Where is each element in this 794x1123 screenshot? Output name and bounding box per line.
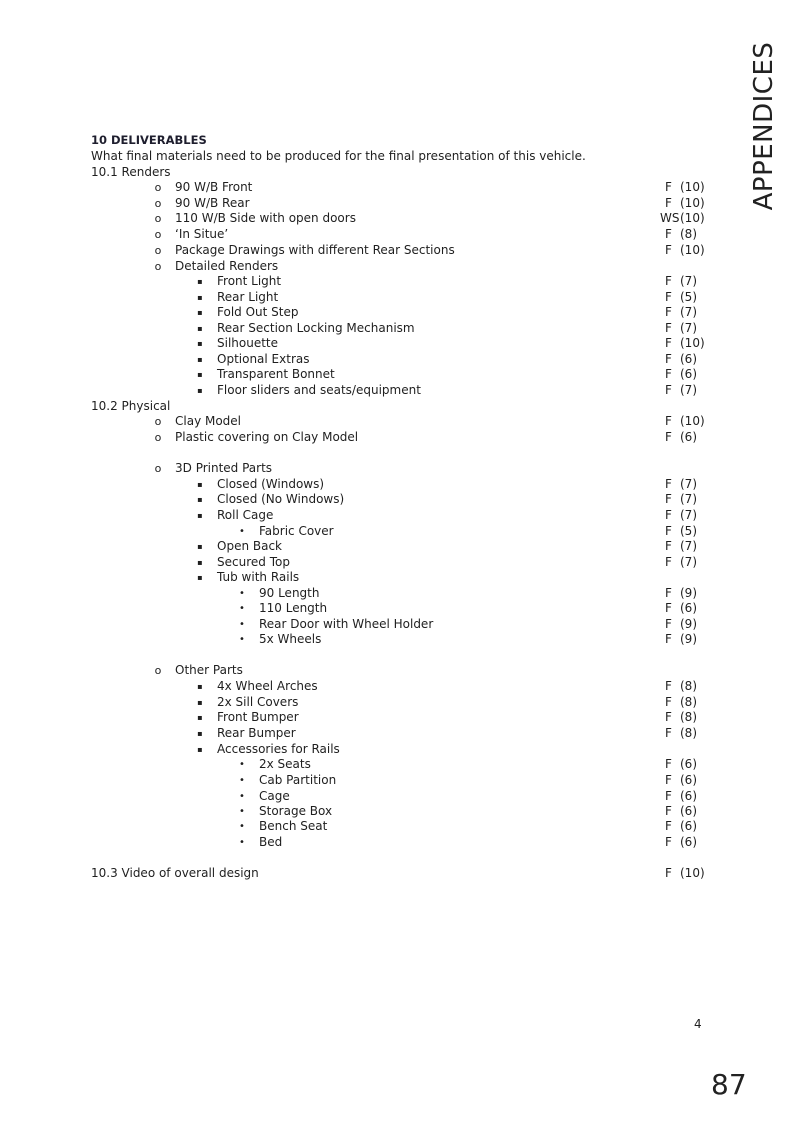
item-score: (8)	[680, 710, 697, 724]
side-title-text: APPENDICES	[749, 41, 779, 210]
item-label: 2x Seats	[259, 757, 311, 771]
bullet-marker: o	[154, 228, 162, 241]
list-item	[0, 804, 794, 819]
item-grade: F	[665, 586, 672, 600]
bullet-marker: o	[154, 664, 162, 677]
item-score: (10)	[680, 196, 705, 210]
bullet-marker: •	[239, 526, 245, 537]
bullet-marker: •	[239, 619, 245, 630]
item-score: (6)	[680, 804, 697, 818]
bullet-marker: ▪	[197, 745, 203, 754]
list-item	[0, 773, 794, 788]
list-item	[0, 383, 794, 398]
item-label: 3D Printed Parts	[175, 461, 273, 475]
item-label: Fold Out Step	[217, 305, 299, 319]
item-label: Tub with Rails	[217, 570, 300, 584]
list-item	[0, 539, 794, 554]
bullet-marker: ▪	[197, 729, 203, 738]
bullet-marker: o	[154, 212, 162, 225]
item-label: Clay Model	[175, 414, 242, 428]
item-label: Front Bumper	[217, 710, 299, 724]
item-grade: F	[665, 196, 672, 210]
item-score: (9)	[680, 632, 697, 646]
item-label: Bench Seat	[259, 819, 328, 833]
bullet-marker: •	[239, 759, 245, 770]
list-item	[0, 570, 794, 585]
item-grade: F	[665, 524, 672, 538]
item-score: (7)	[680, 383, 697, 397]
item-score: (10)	[680, 336, 705, 350]
item-score: (6)	[680, 819, 697, 833]
list-item	[0, 461, 794, 476]
list-item	[0, 274, 794, 289]
item-score: (6)	[680, 757, 697, 771]
item-score: (8)	[680, 227, 697, 241]
bullet-marker: o	[154, 244, 162, 257]
item-label: ‘In Situe’	[175, 227, 229, 241]
item-label: Rear Door with Wheel Holder	[259, 617, 434, 631]
item-score: (10)	[680, 414, 705, 428]
bullet-marker: •	[239, 791, 245, 802]
bullet-marker: o	[154, 181, 162, 194]
list-item	[0, 259, 794, 274]
item-label: 2x Sill Covers	[217, 695, 299, 709]
item-score: (7)	[680, 477, 697, 491]
item-score: (6)	[680, 773, 697, 787]
list-item	[0, 414, 794, 429]
item-score: (6)	[680, 430, 697, 444]
video-grade: F	[665, 866, 672, 880]
item-label: 110 Length	[259, 601, 328, 615]
item-grade: F	[665, 492, 672, 506]
section-heading: 10 DELIVERABLES	[91, 133, 207, 147]
list-item	[0, 336, 794, 351]
item-label: Optional Extras	[217, 352, 310, 366]
bullet-marker: ▪	[197, 386, 203, 395]
item-grade: F	[665, 789, 672, 803]
item-grade: F	[665, 352, 672, 366]
item-label: 90 W/B Front	[175, 180, 253, 194]
list-item	[0, 555, 794, 570]
list-item	[0, 211, 794, 226]
item-score: (10)	[680, 211, 705, 225]
item-grade: WS	[660, 211, 680, 225]
item-label: 4x Wheel Arches	[217, 679, 318, 693]
item-grade: F	[665, 367, 672, 381]
list-item	[0, 524, 794, 539]
list-item	[0, 757, 794, 772]
bullet-marker: ▪	[197, 370, 203, 379]
section-renders-label: 10.1 Renders	[91, 165, 171, 179]
item-grade: F	[665, 243, 672, 257]
list-item	[0, 367, 794, 382]
item-label: Detailed Renders	[175, 259, 279, 273]
item-grade: F	[665, 321, 672, 335]
list-item	[0, 835, 794, 850]
list-item	[0, 819, 794, 834]
list-item	[0, 632, 794, 647]
list-item	[0, 352, 794, 367]
list-item	[0, 789, 794, 804]
bullet-marker: o	[154, 260, 162, 273]
item-grade: F	[665, 632, 672, 646]
item-label: Roll Cage	[217, 508, 274, 522]
bullet-marker: •	[239, 588, 245, 599]
list-item	[0, 430, 794, 445]
item-grade: F	[665, 430, 672, 444]
item-label: Rear Bumper	[217, 726, 296, 740]
item-grade: F	[665, 757, 672, 771]
item-grade: F	[665, 710, 672, 724]
bullet-marker: ▪	[197, 355, 203, 364]
bullet-marker: •	[239, 837, 245, 848]
item-label: Storage Box	[259, 804, 333, 818]
bullet-marker: •	[239, 821, 245, 832]
intro-text: What final materials need to be produced for the final presentation of this vehicle.	[91, 149, 586, 163]
item-grade: F	[665, 539, 672, 553]
item-grade: F	[665, 601, 672, 615]
bullet-marker: ▪	[197, 682, 203, 691]
item-label: 90 Length	[259, 586, 320, 600]
item-score: (6)	[680, 835, 697, 849]
item-grade: F	[665, 290, 672, 304]
item-label: Rear Light	[217, 290, 279, 304]
bullet-marker: •	[239, 775, 245, 786]
item-score: (6)	[680, 352, 697, 366]
item-label: Silhouette	[217, 336, 279, 350]
item-label: Open Back	[217, 539, 282, 553]
bullet-marker: ▪	[197, 277, 203, 286]
list-item	[0, 290, 794, 305]
item-grade: F	[665, 804, 672, 818]
list-item	[0, 321, 794, 336]
item-score: (7)	[680, 305, 697, 319]
bullet-marker: ▪	[197, 324, 203, 333]
item-label: Closed (No Windows)	[217, 492, 345, 506]
item-label: Plastic covering on Clay Model	[175, 430, 359, 444]
item-label: Other Parts	[175, 663, 243, 677]
item-score: (7)	[680, 555, 697, 569]
item-score: (7)	[680, 508, 697, 522]
item-label: Closed (Windows)	[217, 477, 325, 491]
bullet-marker: ▪	[197, 573, 203, 582]
list-item	[0, 601, 794, 616]
item-grade: F	[665, 227, 672, 241]
list-item	[0, 492, 794, 507]
section-physical-label: 10.2 Physical	[91, 399, 171, 413]
bullet-marker: ▪	[197, 542, 203, 551]
bullet-marker: ▪	[197, 558, 203, 567]
item-grade: F	[665, 773, 672, 787]
bullet-marker: •	[239, 634, 245, 645]
item-label: Package Drawings with different Rear Sections	[175, 243, 455, 257]
item-score: (7)	[680, 321, 697, 335]
item-score: (6)	[680, 789, 697, 803]
item-grade: F	[665, 695, 672, 709]
bullet-marker: ▪	[197, 308, 203, 317]
item-label: Bed	[259, 835, 283, 849]
list-item	[0, 243, 794, 258]
item-label: 110 W/B Side with open doors	[175, 211, 356, 225]
item-score: (8)	[680, 679, 697, 693]
item-grade: F	[665, 835, 672, 849]
list-item	[0, 586, 794, 601]
item-grade: F	[665, 679, 672, 693]
item-score: (9)	[680, 586, 697, 600]
item-grade: F	[665, 726, 672, 740]
item-score: (6)	[680, 367, 697, 381]
bullet-marker: o	[154, 462, 162, 475]
item-grade: F	[665, 819, 672, 833]
list-item	[0, 726, 794, 741]
item-label: Fabric Cover	[259, 524, 334, 538]
video-score: (10)	[680, 866, 705, 880]
bullet-marker: •	[239, 603, 245, 614]
item-label: Front Light	[217, 274, 282, 288]
list-item	[0, 477, 794, 492]
item-grade: F	[665, 274, 672, 288]
list-item	[0, 180, 794, 195]
bullet-marker: ▪	[197, 339, 203, 348]
item-grade: F	[665, 477, 672, 491]
bullet-marker: o	[154, 431, 162, 444]
bullet-marker: ▪	[197, 698, 203, 707]
item-grade: F	[665, 508, 672, 522]
list-item	[0, 227, 794, 242]
item-label: Cage	[259, 789, 290, 803]
item-score: (8)	[680, 695, 697, 709]
item-grade: F	[665, 336, 672, 350]
list-item	[0, 305, 794, 320]
item-grade: F	[665, 383, 672, 397]
item-score: (7)	[680, 539, 697, 553]
bullet-marker: •	[239, 806, 245, 817]
item-score: (5)	[680, 290, 697, 304]
bullet-marker: ▪	[197, 713, 203, 722]
page-number-small: 4	[694, 1017, 702, 1031]
bullet-marker: o	[154, 197, 162, 210]
bullet-marker: o	[154, 415, 162, 428]
item-grade: F	[665, 180, 672, 194]
item-label: 5x Wheels	[259, 632, 322, 646]
list-item	[0, 695, 794, 710]
item-score: (10)	[680, 243, 705, 257]
bullet-marker: ▪	[197, 495, 203, 504]
bullet-marker: ▪	[197, 511, 203, 520]
list-item	[0, 617, 794, 632]
item-label: Floor sliders and seats/equipment	[217, 383, 421, 397]
list-item	[0, 508, 794, 523]
item-grade: F	[665, 617, 672, 631]
item-label: Rear Section Locking Mechanism	[217, 321, 415, 335]
item-score: (7)	[680, 274, 697, 288]
list-item	[0, 196, 794, 211]
item-label: Secured Top	[217, 555, 290, 569]
item-score: (6)	[680, 601, 697, 615]
item-label: Transparent Bonnet	[217, 367, 335, 381]
list-item	[0, 663, 794, 678]
item-score: (7)	[680, 492, 697, 506]
bullet-marker: ▪	[197, 480, 203, 489]
list-item	[0, 679, 794, 694]
item-label: 90 W/B Rear	[175, 196, 250, 210]
page-number-big: 87	[711, 1068, 747, 1101]
item-score: (10)	[680, 180, 705, 194]
item-score: (9)	[680, 617, 697, 631]
bullet-marker: ▪	[197, 293, 203, 302]
item-label: Accessories for Rails	[217, 742, 340, 756]
item-grade: F	[665, 555, 672, 569]
item-grade: F	[665, 305, 672, 319]
item-grade: F	[665, 414, 672, 428]
section-video-label: 10.3 Video of overall design	[91, 866, 259, 880]
item-label: Cab Partition	[259, 773, 337, 787]
list-item	[0, 710, 794, 725]
list-item	[0, 742, 794, 757]
item-score: (8)	[680, 726, 697, 740]
item-score: (5)	[680, 524, 697, 538]
